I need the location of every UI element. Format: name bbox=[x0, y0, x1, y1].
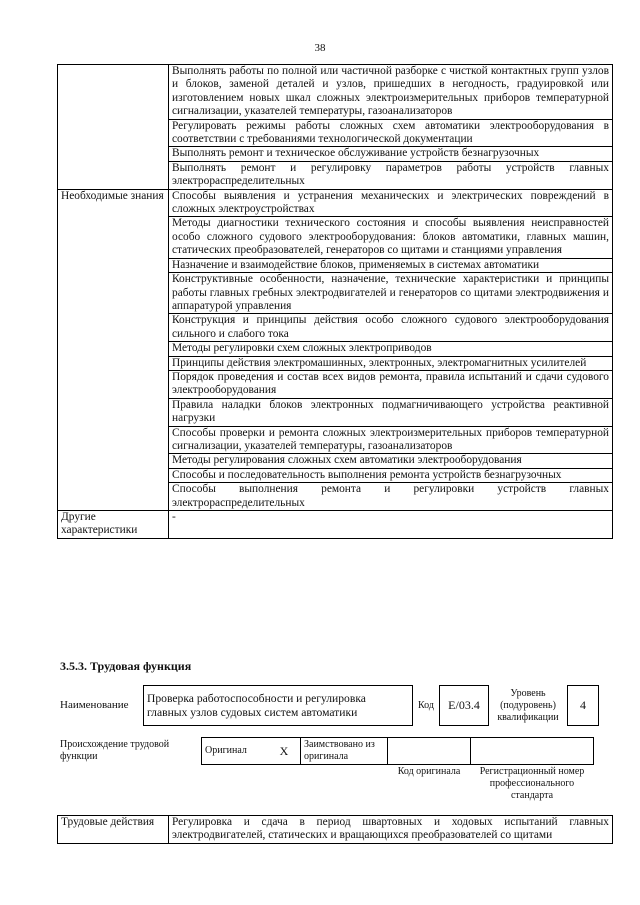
origin-label: Происхождение трудовой функции bbox=[60, 738, 170, 762]
knowledge-row: Порядок проведения и состав всех видов ремонта, правила испытаний и сдачи судового электрооборудования bbox=[169, 370, 613, 398]
knowledge-row: Правила наладки блоков электронных подмагничивающего устройства реактивной нагрузки bbox=[169, 398, 613, 426]
knowledge-row: Конструктивные особенности, назначение, технические характеристики и принципы работы главных гребных электродвигателей и генераторов со щитами электродвижения и аппаратурой управления bbox=[169, 273, 613, 314]
reg-number-caption: Регистрационный номер профессионального стандарта bbox=[479, 766, 585, 801]
knowledge-row: Методы диагностики технического состояния и способы выявления неисправностей особо сложного судового электрооборудования: блоков автоматики, главных машин, статических преобразователей, генераторов со щитами и станциями управления bbox=[169, 217, 613, 258]
other-label: Другие характеристики bbox=[58, 511, 169, 539]
reg-number-cell bbox=[471, 738, 594, 765]
labor-actions-table bbox=[57, 815, 613, 844]
code-label: Код bbox=[418, 700, 434, 711]
level-value: 4 bbox=[568, 686, 599, 726]
skill-row: Регулировать режимы работы сложных схем автоматики электрооборудования в соответствии с требованиями технологической документации bbox=[169, 119, 613, 147]
labor-actions-label: Трудовые действия bbox=[58, 816, 169, 844]
function-name-value: Проверка работоспособности и регулировка главных узлов судовых систем автоматики bbox=[144, 686, 413, 726]
knowledge-row: Методы регулирования сложных схем автоматики электрооборудования bbox=[169, 454, 613, 468]
knowledge-row: Назначение и взаимодействие блоков, применяемых в системах автоматики bbox=[169, 258, 613, 272]
labor-action-row: Регулировка и сдача в период швартовных и ходовых испытаний главных электродвигателей, статических и вращающихся преобразователей со щитами bbox=[169, 816, 613, 844]
original-code-cell bbox=[388, 738, 471, 765]
other-value: - bbox=[169, 511, 613, 539]
section-title: 3.5.3. Трудовая функция bbox=[60, 659, 192, 673]
knowledge-row: Принципы действия электромашинных, электронных, электромагнитных усилителей bbox=[169, 356, 613, 370]
skill-row: Выполнять работы по полной или частичной разборке с чисткой контактных групп узлов и блоков, заменой деталей и узлов, пришедших в негодность, градуировкой или изготовлением новых шкал сложных электроизмерительных приборов температурной сигнализации, указателей температуры, газоанализаторов bbox=[169, 65, 613, 120]
skill-row: Выполнять ремонт и техническое обслуживание устройств безнагрузочных bbox=[169, 147, 613, 161]
knowledge-row: Способы выполнения ремонта и регулировки устройств главных электрораспределительных bbox=[169, 483, 613, 511]
borrowed-label: Заимствовано из оригинала bbox=[301, 738, 388, 765]
knowledge-row: Конструкция и принципы действия особо сложного судового электрооборудования сильного и слабого тока bbox=[169, 314, 613, 342]
origin-table bbox=[57, 737, 594, 803]
knowledge-row: Методы регулировки схем сложных электроприводов bbox=[169, 342, 613, 356]
page-number: 38 bbox=[314, 42, 326, 54]
competency-table bbox=[57, 64, 613, 539]
knowledge-row: Способы и последовательность выполнения ремонта устройств безнагрузочных bbox=[169, 468, 613, 482]
knowledge-row: Способы выявления и устранения механических и электрических повреждений в сложных электроустройствах bbox=[169, 189, 613, 217]
original-mark: X bbox=[268, 738, 301, 765]
knowledge-row: Способы проверки и ремонта сложных электроизмерительных приборов температурной сигнализации, указателей температуры, газоанализаторов bbox=[169, 426, 613, 454]
function-table bbox=[57, 685, 599, 726]
skill-row: Выполнять ремонт и регулировку параметров работы устройств главных электрораспределительных bbox=[169, 161, 613, 189]
level-label: Уровень (подуровень) квалификации bbox=[497, 687, 559, 723]
knowledge-label: Необходимые знания bbox=[58, 189, 169, 510]
original-code-caption: Код оригинала bbox=[397, 766, 461, 777]
skills-label-cell bbox=[58, 65, 169, 190]
original-label: Оригинал bbox=[202, 738, 269, 765]
code-value: E/03.4 bbox=[440, 686, 489, 726]
function-name-label: Наименование bbox=[60, 699, 129, 711]
